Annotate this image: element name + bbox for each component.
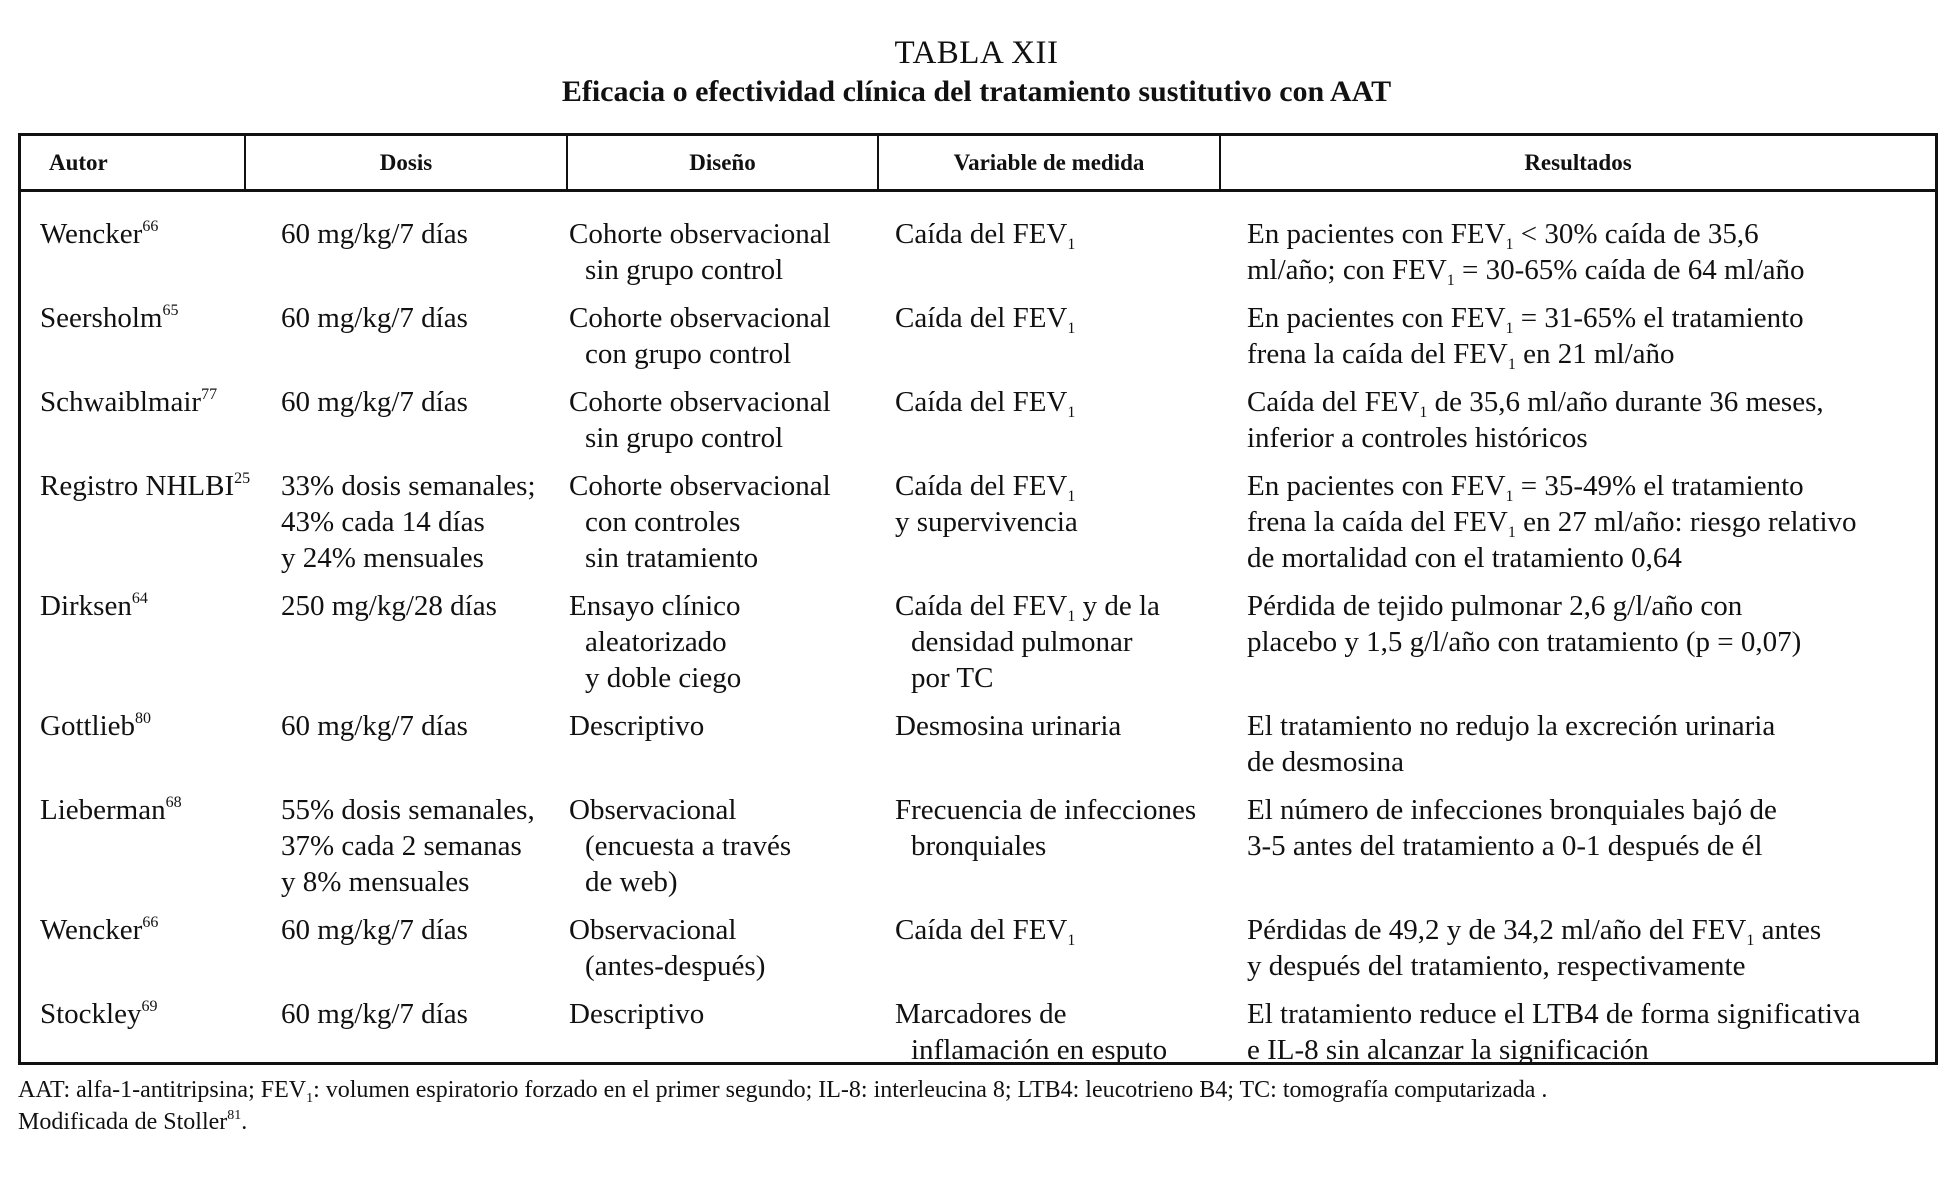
resultados-text: El número de infecciones bronquiales bajó de: [1247, 794, 1777, 826]
author-reference: 64: [131, 590, 148, 607]
author-name: Wencker: [40, 218, 143, 250]
autor-line: [40, 468, 250, 504]
cell-dosis: [281, 996, 468, 1032]
cell-autor: [40, 912, 158, 948]
resultados-line: [1247, 996, 1860, 1032]
cell-variable: [895, 468, 1078, 540]
variable-text: Caída del FEV: [895, 470, 1068, 502]
diseno-line: con controles: [585, 506, 741, 538]
subscript: 1: [1505, 236, 1514, 253]
variable-line: [895, 624, 1160, 660]
cell-variable: [895, 792, 1196, 864]
subscript: 1: [1067, 608, 1076, 625]
header-resultados: Resultados: [1524, 149, 1632, 175]
diseno-line: de web): [585, 866, 678, 898]
author-name: Dirksen: [40, 590, 132, 622]
resultados-text: En pacientes con FEV: [1247, 302, 1506, 334]
cell-autor: [40, 588, 148, 624]
resultados-line: [1247, 216, 1805, 252]
autor-line: [40, 912, 158, 948]
variable-text: Caída del FEV: [895, 590, 1068, 622]
resultados-line: [1247, 912, 1821, 948]
subscript: 1: [1505, 320, 1514, 337]
subscript: 1: [1507, 524, 1516, 541]
resultados-line: [1247, 384, 1824, 420]
variable-line: [895, 996, 1167, 1032]
resultados-text: En pacientes con FEV: [1247, 470, 1506, 502]
diseno-line: Cohorte observacional: [569, 386, 831, 418]
diseno-line: sin grupo control: [585, 254, 784, 286]
variable-text: y supervivencia: [895, 506, 1078, 538]
cell-diseno: [569, 588, 741, 696]
cell-variable: [895, 216, 1075, 252]
diseno-line: y doble ciego: [585, 662, 742, 694]
autor-line: [40, 708, 151, 744]
table: [18, 133, 1938, 1065]
diseno-line: (encuesta a través: [585, 830, 792, 862]
diseno-line: Cohorte observacional: [569, 302, 831, 334]
resultados-text: Pérdidas de 49,2 y de 34,2 ml/año del FEV: [1247, 914, 1747, 946]
variable-line: [895, 216, 1075, 252]
subscript: 1: [1067, 236, 1076, 253]
variable-text: por TC: [911, 662, 994, 694]
variable-line: [895, 1032, 1167, 1068]
diseno-line: Cohorte observacional: [569, 218, 831, 250]
table-number: TABLA XII: [894, 35, 1059, 71]
cell-dosis: [281, 468, 536, 576]
variable-line: [895, 828, 1196, 864]
cell-diseno: [569, 996, 704, 1032]
header-dosis: Dosis: [246, 136, 568, 189]
cell-autor: [40, 792, 182, 828]
resultados-text: inferior a controles históricos: [1247, 422, 1588, 454]
footnote-source: Modificada de Stoller$^{81}$.: [18, 1108, 248, 1135]
resultados-line: [1247, 336, 1804, 372]
resultados-text: En pacientes con FEV: [1247, 218, 1506, 250]
variable-line: [895, 588, 1160, 624]
cell-diseno: [569, 216, 831, 288]
cell-resultados: [1247, 792, 1777, 864]
header-diseno: Diseño: [568, 136, 879, 189]
cell-autor: [40, 384, 217, 420]
autor-line: [40, 300, 178, 336]
author-name: Registro NHLBI: [40, 470, 235, 502]
resultados-text: de 35,6 ml/año durante 36 meses,: [1427, 386, 1824, 418]
variable-line: [895, 384, 1075, 420]
cell-dosis: [281, 708, 468, 744]
resultados-text: 3-5 antes del tratamiento a 0-1 después de él: [1247, 830, 1763, 862]
resultados-line: [1247, 588, 1801, 624]
table-footnote: [18, 1074, 1938, 1138]
table-row: [21, 996, 1935, 1080]
header-autor: Autor: [21, 136, 246, 189]
variable-text: bronquiales: [911, 830, 1047, 862]
resultados-line: [1247, 828, 1777, 864]
cell-diseno: [569, 708, 704, 744]
resultados-line: [1247, 744, 1775, 780]
resultados-line: [1247, 252, 1805, 288]
resultados-text: ml/año; con FEV: [1247, 254, 1447, 286]
subscript: 1: [1507, 356, 1516, 373]
cell-resultados: [1247, 996, 1860, 1068]
author-reference: 68: [165, 794, 182, 811]
resultados-text: frena la caída del FEV: [1247, 506, 1508, 538]
variable-text: Caída del FEV: [895, 218, 1068, 250]
table-row: [21, 912, 1935, 996]
variable-line: [895, 912, 1075, 948]
diseno-line: aleatorizado: [585, 626, 727, 658]
dosis-line: 60 mg/kg/7 días: [281, 710, 468, 742]
resultados-line: [1247, 420, 1824, 456]
autor-line: [40, 792, 182, 828]
resultados-text: de mortalidad con el tratamiento 0,64: [1247, 542, 1682, 574]
cell-diseno: [569, 468, 831, 576]
variable-line: [895, 468, 1078, 504]
diseno-line: Observacional: [569, 914, 737, 946]
cell-autor: [40, 216, 158, 252]
cell-autor: [40, 300, 178, 336]
author-name: Stockley: [40, 998, 142, 1030]
author-reference: 66: [142, 914, 159, 931]
cell-resultados: [1247, 384, 1824, 456]
variable-text: densidad pulmonar: [911, 626, 1133, 658]
author-reference: 77: [201, 386, 218, 403]
resultados-line: [1247, 624, 1801, 660]
variable-text: Caída del FEV: [895, 302, 1068, 334]
cell-variable: [895, 300, 1075, 336]
cell-resultados: [1247, 300, 1804, 372]
resultados-text: en 21 ml/año: [1515, 338, 1675, 370]
resultados-line: [1247, 792, 1777, 828]
resultados-text: de desmosina: [1247, 746, 1405, 778]
author-reference: 69: [141, 998, 158, 1015]
cell-autor: [40, 996, 158, 1032]
cell-autor: [40, 468, 250, 504]
author-reference: 25: [234, 470, 251, 487]
variable-line: [895, 708, 1121, 744]
autor-line: [40, 588, 148, 624]
variable-text: Desmosina urinaria: [895, 710, 1122, 742]
diseno-line: (antes-después): [585, 950, 766, 982]
cell-dosis: [281, 792, 535, 900]
variable-line: [895, 660, 1160, 696]
table-header-row: [21, 136, 1935, 192]
subscript: 1: [1067, 320, 1076, 337]
dosis-line: 60 mg/kg/7 días: [281, 302, 468, 334]
variable-text: Caída del FEV: [895, 386, 1068, 418]
cell-diseno: [569, 300, 831, 372]
author-reference: 66: [142, 218, 159, 235]
dosis-line: 55% dosis semanales,: [281, 794, 535, 826]
table-row: [21, 300, 1935, 384]
dosis-line: 60 mg/kg/7 días: [281, 914, 468, 946]
cell-dosis: [281, 216, 468, 252]
subscript: 1: [1067, 404, 1076, 421]
footnote-abbreviations: AAT: alfa-1-antitripsina; $FEV_1$: volumen espiratorio forzado en el primer segundo; IL-8: interleucina 8; LTB4: leucotrieno B4; TC: tomografía computarizada .: [18, 1077, 1548, 1106]
cell-diseno: [569, 792, 791, 900]
table-row: [21, 588, 1935, 708]
resultados-text: placebo y 1,5 g/l/año con tratamiento (p = 0,07): [1247, 626, 1802, 658]
diseno-line: Descriptivo: [569, 710, 705, 742]
resultados-text: e IL-8 sin alcanzar la significación: [1247, 1034, 1649, 1066]
resultados-text: = 35-49% el tratamiento: [1513, 470, 1804, 502]
cell-variable: [895, 588, 1160, 696]
resultados-text: frena la caída del FEV: [1247, 338, 1508, 370]
resultados-text: = 31-65% el tratamiento: [1513, 302, 1804, 334]
variable-text: y de la: [1075, 590, 1160, 622]
header-variable: Variable de medida: [879, 136, 1221, 189]
dosis-line: 37% cada 2 semanas: [281, 830, 522, 862]
resultados-line: [1247, 708, 1775, 744]
subscript: 1: [1419, 404, 1428, 421]
resultados-text: Pérdida de tejido pulmonar 2,6 g/l/año con: [1247, 590, 1743, 622]
diseno-line: Cohorte observacional: [569, 470, 831, 502]
author-name: Seersholm: [40, 302, 163, 334]
variable-text: Caída del FEV: [895, 914, 1068, 946]
author-reference: 80: [135, 710, 152, 727]
cell-dosis: [281, 300, 468, 336]
resultados-line: [1247, 1032, 1860, 1068]
table-body: [21, 216, 1935, 1080]
dosis-line: 33% dosis semanales;: [281, 470, 536, 502]
cell-dosis: [281, 588, 497, 624]
diseno-line: Ensayo clínico: [569, 590, 741, 622]
cell-autor: [40, 708, 151, 744]
table-row: [21, 792, 1935, 912]
table-row: [21, 468, 1935, 588]
diseno-line: Observacional: [569, 794, 737, 826]
resultados-text: El tratamiento reduce el LTB4 de forma significativa: [1247, 998, 1861, 1030]
cell-diseno: [569, 384, 831, 456]
author-name: Schwaiblmair: [40, 386, 202, 418]
diseno-line: sin tratamiento: [585, 542, 759, 574]
subscript: 1: [1067, 488, 1076, 505]
resultados-line: [1247, 504, 1857, 540]
cell-variable: [895, 912, 1075, 948]
dosis-line: 250 mg/kg/28 días: [281, 590, 497, 622]
autor-line: [40, 216, 158, 252]
resultados-line: [1247, 300, 1804, 336]
cell-variable: [895, 708, 1121, 744]
subscript: 1: [1505, 488, 1514, 505]
cell-variable: [895, 996, 1167, 1068]
table-row: [21, 708, 1935, 792]
author-reference: 65: [162, 302, 179, 319]
cell-resultados: [1247, 216, 1805, 288]
dosis-line: y 24% mensuales: [281, 542, 484, 574]
author-name: Gottlieb: [40, 710, 136, 742]
variable-text: Marcadores de: [895, 998, 1067, 1030]
resultados-line: [1247, 468, 1857, 504]
table-caption: Eficacia o efectividad clínica del tratamiento sustitutivo con AAT: [561, 75, 1392, 108]
subscript: 1: [1067, 932, 1076, 949]
dosis-line: 43% cada 14 días: [281, 506, 485, 538]
cell-dosis: [281, 912, 468, 948]
cell-resultados: [1247, 912, 1821, 984]
resultados-text: en 27 ml/año: riesgo relativo: [1515, 506, 1857, 538]
dosis-line: y 8% mensuales: [281, 866, 470, 898]
subscript: 1: [1446, 272, 1455, 289]
resultados-line: [1247, 540, 1857, 576]
variable-text: Frecuencia de infecciones: [895, 794, 1197, 826]
resultados-text: y después del tratamiento, respectivamente: [1247, 950, 1746, 982]
cell-dosis: [281, 384, 468, 420]
cell-resultados: [1247, 708, 1775, 780]
table-row: [21, 216, 1935, 300]
subscript: 1: [1746, 932, 1755, 949]
diseno-line: sin grupo control: [585, 422, 784, 454]
cell-resultados: [1247, 588, 1801, 660]
resultados-text: = 30-65% caída de 64 ml/año: [1454, 254, 1805, 286]
dosis-line: 60 mg/kg/7 días: [281, 386, 468, 418]
resultados-text: Caída del FEV: [1247, 386, 1420, 418]
table-title-block: [0, 34, 1953, 112]
diseno-line: con grupo control: [585, 338, 792, 370]
resultados-text: antes: [1754, 914, 1822, 946]
table-row: [21, 384, 1935, 468]
author-name: Wencker: [40, 914, 143, 946]
resultados-text: < 30% caída de 35,6: [1513, 218, 1759, 250]
variable-text: inflamación en esputo: [911, 1034, 1168, 1066]
resultados-line: [1247, 948, 1821, 984]
diseno-line: Descriptivo: [569, 998, 705, 1030]
cell-resultados: [1247, 468, 1857, 576]
cell-variable: [895, 384, 1075, 420]
variable-line: [895, 504, 1078, 540]
autor-line: [40, 996, 158, 1032]
dosis-line: 60 mg/kg/7 días: [281, 998, 468, 1030]
cell-diseno: [569, 912, 765, 984]
autor-line: [40, 384, 217, 420]
variable-line: [895, 300, 1075, 336]
dosis-line: 60 mg/kg/7 días: [281, 218, 468, 250]
author-name: Lieberman: [40, 794, 166, 826]
variable-line: [895, 792, 1196, 828]
resultados-text: El tratamiento no redujo la excreción urinaria: [1247, 710, 1776, 742]
